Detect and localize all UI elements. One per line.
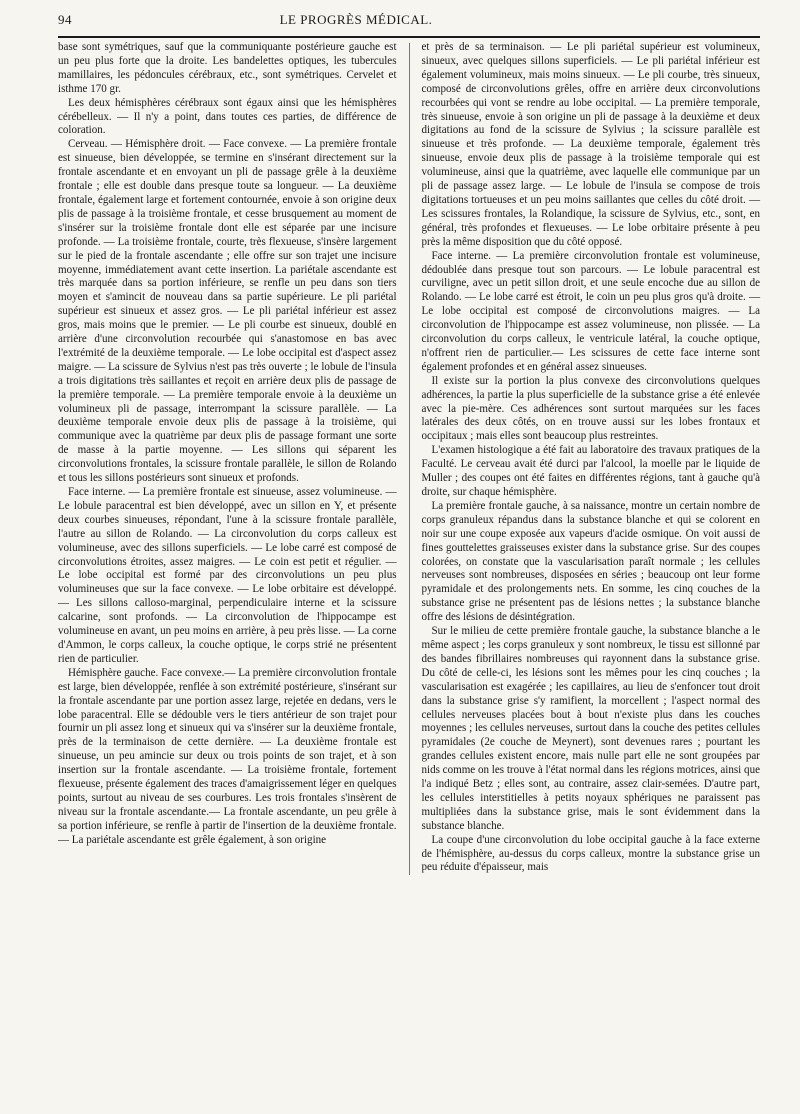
page-number: 94 <box>58 12 72 27</box>
right-column <box>421 41 760 875</box>
paragraph: La première frontale gauche, à sa naissance, montre un certain nombre de corps granuleux répandus dans la substance blanche et qui se colorent en noir sur une coupe exposée aux vapeurs d'acide osmique. On voit aussi de fines gouttelettes graisseuses exister dans la substance grise. Sur des coupes colorées, on constate que la vascularisation paraît normale ; les cellules nerveuses sont nombreuses, disposées en séries ; beaucoup ont leur forme pyramidale et des prolongements nets. En somme, les cinq couches de la substance grise ne présentent pas de lésions nettes ; la substance blanche offre des lésions de désintégration. <box>421 499 760 624</box>
page-header <box>58 12 760 34</box>
column-divider <box>409 43 410 875</box>
left-column <box>58 41 397 875</box>
paragraph: La coupe d'une circonvolution du lobe occipital gauche à la face externe de l'hémisphère, au-dessus du corps calleux, montre la substance grise un peu réduite d'épaisseur, mais <box>421 833 760 874</box>
paragraph: Hémisphère gauche. Face convexe.— La première circonvolution frontale est large, bien développée, renflée à son extrémité postérieure, s'insérant sur la frontale ascendante par une portion assez large, rejetée en dedans, vers le lobe paracentral. Elle se dédouble vers le tiers antérieur de son trajet pour fournir un pli assez long et sinueux qui va s'insérer sur la deuxième frontale, près de la terminaison de cette dernière. — La deuxième frontale est sinueuse, un peu amincie sur deux ou trois points de son trajet, et à son insertion sur la frontale ascendante. — La troisième frontale, fortement flexueuse, présente également des traces d'amaigrissement léger en quelques points, surtout au niveau de ses courbures. Les trois frontales s'insèrent de niveau sur la frontale ascendante.— La frontale ascendante, un peu grêle à sa portion inférieure, se renfle à partir de l'insertion de la deuxième frontale. — La pariétale ascendante est grêle également, à son origine <box>58 666 397 846</box>
paragraph: L'examen histologique a été fait au laboratoire des travaux pratiques de la Faculté. Le cerveau avait été durci par l'alcool, la moelle par le liquide de Muller ; des coupes ont été faites en différentes régions, tant à gauche qu'à droite, sur chaque hémisphère. <box>421 444 760 498</box>
paragraph: Cerveau. — Hémisphère droit. — Face convexe. — La première frontale est sinueuse, bien développée, se termine en s'insérant directement sur la frontale ascendante et en envoyant un pli de passage grêle à la deuxième frontale ; elle est double dans presque toute sa longueur. — La deuxième frontale, également large et fortement contournée, envoie à son origine deux plis de passage à la troisième frontale, et cesse brusquement au moment de s'insérer sur la troisième frontale dont elle est séparée par une incisure profonde. — La troisième frontale, courte, très flexueuse, s'insère largement sur le pied de la frontale ascendante ; elle offre sur son trajet une incisure moyenne, immédiatement avant cette insertion. La pariétale ascendante est très marquée dans sa portion inférieure, se renfle un peu dans son tiers moyen et s'amincit de nouveau dans sa partie supérieure. Le pli pariétal supérieur est sinueux et assez gros. — Le pli pariétal inférieur est assez gros, mais moins que le premier. — Le pli courbe est sinueux, doublé en arrière d'une circonvolution recourbée qui s'anastomose en bas avec l'extrémité de la deuxième temporale. — Le lobe occipital est d'aspect assez maigre. — La scissure de Sylvius n'est pas très ouverte ; le lobule de l'insula a trois digitations très saillantes et reçoit en arrière deux plis de passage de la première temporale. — La première temporale envoie à la deuxième un volumineux pli de passage, interrompant la scissure parallèle. — La deuxième temporale envoie deux plis de passage à la troisième, qui communique avec la quatrième par deux plis de passage formant une sorte de masse à la partie moyenne. — Les sillons qui séparent les circonvolutions frontales, la scissure frontale parallèle, le sillon de Rolando et tous les sillons postérieurs sont sinueux et profonds. <box>58 138 397 485</box>
paragraph: Il existe sur la portion la plus convexe des circonvolutions quelques adhérences, la partie la plus superficielle de la substance grise a été enlevée avec la pie-mère. Ces adhérences sont surtout marquées sur les faces latérales des deux côtés, on en trouve aussi sur les lobes frontaux et occipitaux ; mais elles sont beaucoup plus restreintes. <box>421 374 760 443</box>
paragraph: base sont symétriques, sauf que la communiquante postérieure gauche est un peu plus forte que la droite. Les bandelettes optiques, les tubercules mamillaires, les pédoncules cérébraux, etc., sont symétriques. Cervelet et isthme 170 gr. <box>58 41 397 95</box>
journal-title: LE PROGRÈS MÉDICAL. <box>279 12 433 27</box>
paragraph: Les deux hémisphères cérébraux sont égaux ainsi que les hémisphères cérébelleux. — Il n'y a point, dans toutes ces parties, de différence de coloration. <box>58 96 397 137</box>
paragraph: Face interne. — La première circonvolution frontale est volumineuse, dédoublée dans presque tout son parcours. — Le lobule paracentral est curviligne, avec un petit sillon droit, et une seule encoche due au sillon de Rolando. — Le lobe carré est étroit, le coin un peu plus gros qu'à droite. — Le lobe occipital est composé de circonvolutions maigres. — La circonvolution de l'hippocampe est assez volumineuse, non plissée. — La circonvolution du corps calleux, le ventricule latéral, la couche optique, n'offrent rien de particulier.— Les scissures de cette face interne sont également profondes et en général assez sinueuses. <box>421 249 760 373</box>
paragraph: et près de sa terminaison. — Le pli pariétal supérieur est volumineux, sinueux, avec quelques sillons superficiels. — Le pli pariétal inférieur est également volumineux, mais moins sinueux. — Le pli courbe, très sinueux, composé de circonvolutions grêles, offre en arrière deux circonvolutions recourbées qui vont se rendre au lobe occipital. — La première temporale, très sinueuse, envoie à son origine un pli de passage à la deuxième et deux digitations au fond de la scissure de Sylvius ; la scissure parallèle est sinueuse et très profonde. — La deuxième temporale, également très sinueuse, envoie deux plis de passage à la troisième temporale qui est volumineuse, ainsi que la quatrième, avec laquelle elle communique par un pli de passage assez large. — Le lobule de l'insula se compose de trois digitations tortueuses et un peu moins saillantes que celles du côté droit. — Les scissures frontales, la Rolandique, la scissure de Sylvius, etc., sont, en général, très profondes et flexueuses. — Le lobe orbitaire présente à peu près la même disposition que du côté opposé. <box>421 41 760 248</box>
paragraph: Sur le milieu de cette première frontale gauche, la substance blanche a le même aspect ; les corps granuleux y sont nombreux, le tissu est sillonné par des bandes fibrillaires nombreuses qui rayonnent dans la substance grise. Du côté de celle-ci, les lésions sont les mêmes pour les cinq couches ; la vascularisation est exagérée ; les capillaires, au lieu de s'enfoncer tout droit dans la substance grise s'y ramifient, la morcellent ; l'aspect normal des cellules nerveuses placées bout à bout n'existe plus dans les couches moyennes ; les cellules nerveuses, surtout dans la couche des petites cellules pyramidales (2e couche de Meynert), sont devenues rares ; pourtant les grandes cellules existent encore, mais nulle part elle ne sont groupées par nids comme on les trouve à l'état normal dans les régions motrices, ainsi que l'a indiqué Betz ; elles sont, au contraire, assez clair-semées. D'autre part, les cellules interstitielles à petits noyaux sphériques ne paraissent pas multipliées dans la substance grise, mais le sont évidemment dans la substance blanche. <box>421 625 760 832</box>
header-rule <box>58 36 760 38</box>
two-column-body <box>58 41 760 875</box>
paragraph: Face interne. — La première frontale est sinueuse, assez volumineuse. — Le lobule paracentral est bien développé, avec un sillon en Y, et présente deux courbes sinueuses, répondant, l'une à la scissure frontale parallèle, l'autre au sillon de Rolando. — La circonvolution du corps calleux est volumineuse, avec des sillons superficiels. — Le lobe carré est composé de circonvolutions étroites, assez maigres. — Le coin est petit et régulier. — Le lobe occipital est formé par des circonvolutions un peu plus volumineuses que sur la face convexe. — Le lobe orbitaire est développé. — Les sillons calloso-marginal, perpendiculaire interne et la scissure calcarine, sont profonds. — La circonvolution de l'hippocampe est volumineuse en avant, un peu moins en arrière, à peu près lisse. — La corne d'Ammon, le corps calleux, la couche optique, le corps strié ne présentent rien de particulier. <box>58 486 397 665</box>
